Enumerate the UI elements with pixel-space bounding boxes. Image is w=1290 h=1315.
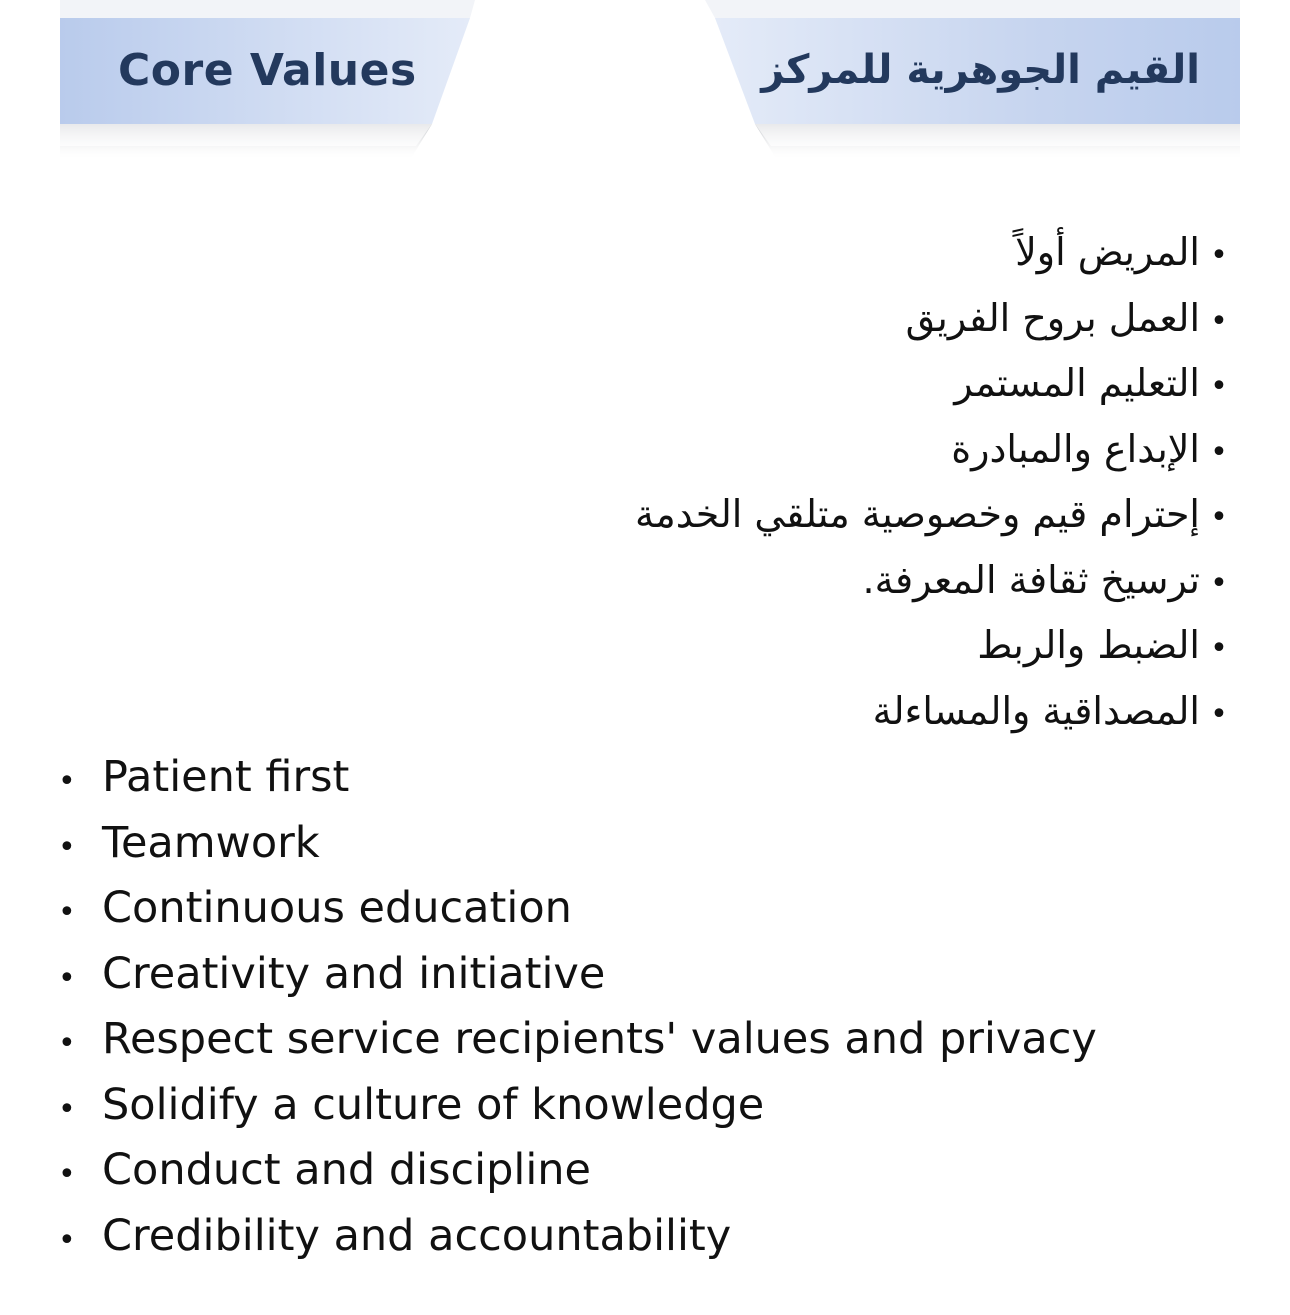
bullet-icon: • [1210, 500, 1228, 535]
bullet-icon: • [58, 1026, 76, 1061]
list-item [635, 220, 1238, 286]
bullet-icon: • [58, 960, 76, 996]
list-item [52, 942, 1097, 1008]
list-item [635, 613, 1238, 679]
value-text-ar: العمل بروح الفريق [905, 295, 1200, 340]
banner-title-en: Core Values [118, 45, 417, 96]
bullet-icon: • [1210, 238, 1228, 273]
value-text-en: Creativity and initiative [102, 948, 606, 999]
list-item [635, 679, 1238, 745]
list-item [52, 1138, 1097, 1204]
list-item [52, 1007, 1097, 1073]
list-item [635, 417, 1238, 483]
value-text-en: Conduct and discipline [102, 1145, 591, 1195]
bullet-icon: • [1210, 303, 1228, 339]
bullet-icon: • [58, 1222, 76, 1258]
value-text-ar: ترسيخ ثقافة المعرفة. [862, 557, 1200, 602]
bullet-icon: • [58, 764, 76, 799]
bullet-icon: • [1210, 696, 1228, 732]
value-text-en: Continuous education [102, 883, 572, 933]
core-values-list-en [52, 745, 1097, 1269]
banner-title-ar: القيم الجوهرية للمركز [761, 47, 1200, 93]
bullet-icon: • [58, 895, 76, 930]
value-text-en: Solidify a culture of knowledge [102, 1079, 765, 1130]
bullet-icon: • [58, 829, 76, 865]
core-values-list-ar [635, 220, 1238, 744]
list-item [52, 1073, 1097, 1139]
value-text-ar: المريض أولاً [1015, 230, 1200, 274]
value-text-ar: المصداقية والمساءلة [872, 688, 1200, 733]
list-item [52, 745, 1097, 811]
value-text-ar: الضبط والربط [977, 623, 1200, 667]
bullet-icon: • [1210, 434, 1228, 470]
bullet-icon: • [1210, 631, 1228, 666]
banner-core-values-ar [705, 0, 1240, 160]
bullet-icon: • [1210, 565, 1228, 601]
list-item [52, 1204, 1097, 1270]
value-text-en: Teamwork [102, 817, 320, 868]
value-text-en: Credibility and accountability [102, 1210, 732, 1261]
list-item [635, 482, 1238, 548]
value-text-en: Patient first [102, 752, 350, 802]
bullet-icon: • [1210, 369, 1228, 404]
list-item [52, 811, 1097, 877]
list-item [52, 876, 1097, 942]
bullet-icon: • [58, 1157, 76, 1192]
value-text-ar: إحترام قيم وخصوصية متلقي الخدمة [635, 492, 1200, 536]
value-text-ar: التعليم المستمر [954, 361, 1200, 405]
list-item [635, 286, 1238, 352]
value-text-ar: الإبداع والمبادرة [951, 426, 1200, 471]
banner-core-values-en [60, 0, 475, 160]
list-item [635, 548, 1238, 614]
value-text-en: Respect service recipients' values and privacy [102, 1014, 1097, 1064]
list-item [635, 351, 1238, 417]
bullet-icon: • [58, 1091, 76, 1127]
